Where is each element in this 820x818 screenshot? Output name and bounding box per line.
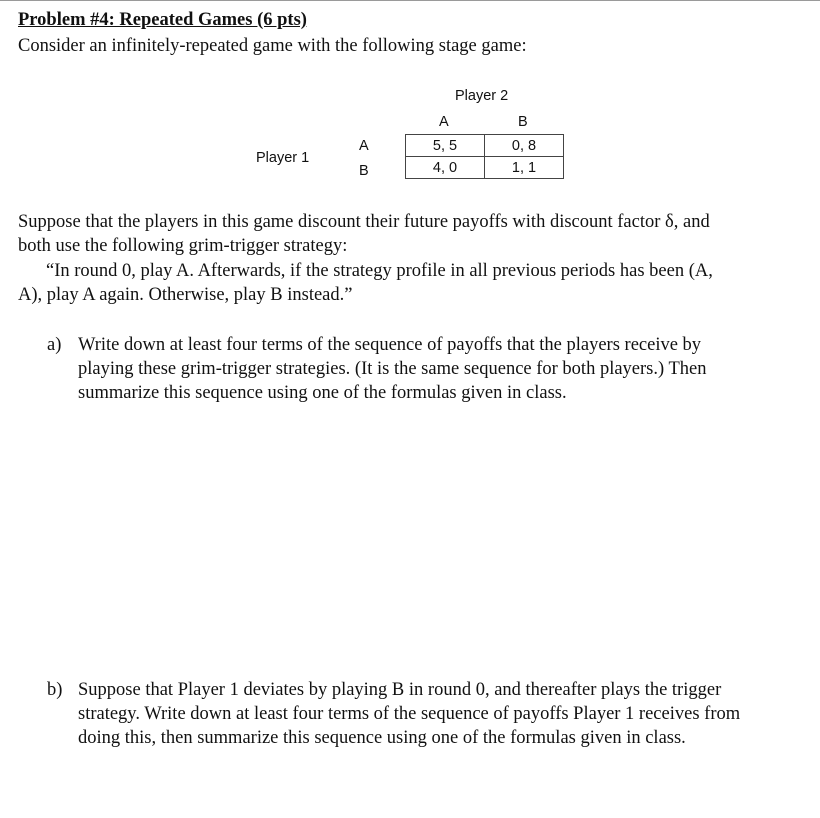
player2-label: Player 2 xyxy=(455,88,509,104)
body-line-2: both use the following grim-trigger strategy: xyxy=(18,236,348,256)
payoff-cell-bb: 1, 1 xyxy=(485,157,564,179)
row-strategy-a: A xyxy=(359,138,369,154)
part-b-line-3: doing this, then summarize this sequence using one of the formulas given in class. xyxy=(78,728,686,748)
part-a-line-2: playing these grim-trigger strategies. (It is the same sequence for both players.) Then xyxy=(78,359,707,379)
part-a-line-3: summarize this sequence using one of the formulas given in class. xyxy=(78,383,567,403)
part-b-line-1: Suppose that Player 1 deviates by playing B in round 0, and thereafter plays the trigger xyxy=(78,680,722,700)
strategy-quote-line-2: A), play A again. Otherwise, play B instead.” xyxy=(18,285,353,305)
player1-label: Player 1 xyxy=(256,150,310,166)
part-a-line-1: Write down at least four terms of the sequence of payoffs that the players receive by xyxy=(78,335,702,355)
problem-intro: Consider an infinitely-repeated game with the following stage game: xyxy=(18,36,527,56)
payoff-cell-ba: 4, 0 xyxy=(406,157,485,179)
part-b-line-2: strategy. Write down at least four terms of the sequence of payoffs Player 1 receives from xyxy=(78,704,741,724)
payoff-cell-ab: 0, 8 xyxy=(485,135,564,157)
problem-title: Problem #4: Repeated Games (6 pts) xyxy=(18,10,307,30)
part-a-marker: a) xyxy=(47,335,62,355)
col-strategy-a: A xyxy=(439,114,449,130)
body-line-1: Suppose that the players in this game discount their future payoffs with discount factor δ, and xyxy=(18,212,710,232)
payoff-matrix xyxy=(405,134,564,179)
row-strategy-b: B xyxy=(359,163,369,179)
col-strategy-b: B xyxy=(518,114,528,130)
top-rule xyxy=(0,0,820,1)
strategy-quote-line-1: “In round 0, play A. Afterwards, if the strategy profile in all previous periods has been (A, xyxy=(46,261,713,281)
payoff-cell-aa: 5, 5 xyxy=(406,135,485,157)
part-b-marker: b) xyxy=(47,680,63,700)
